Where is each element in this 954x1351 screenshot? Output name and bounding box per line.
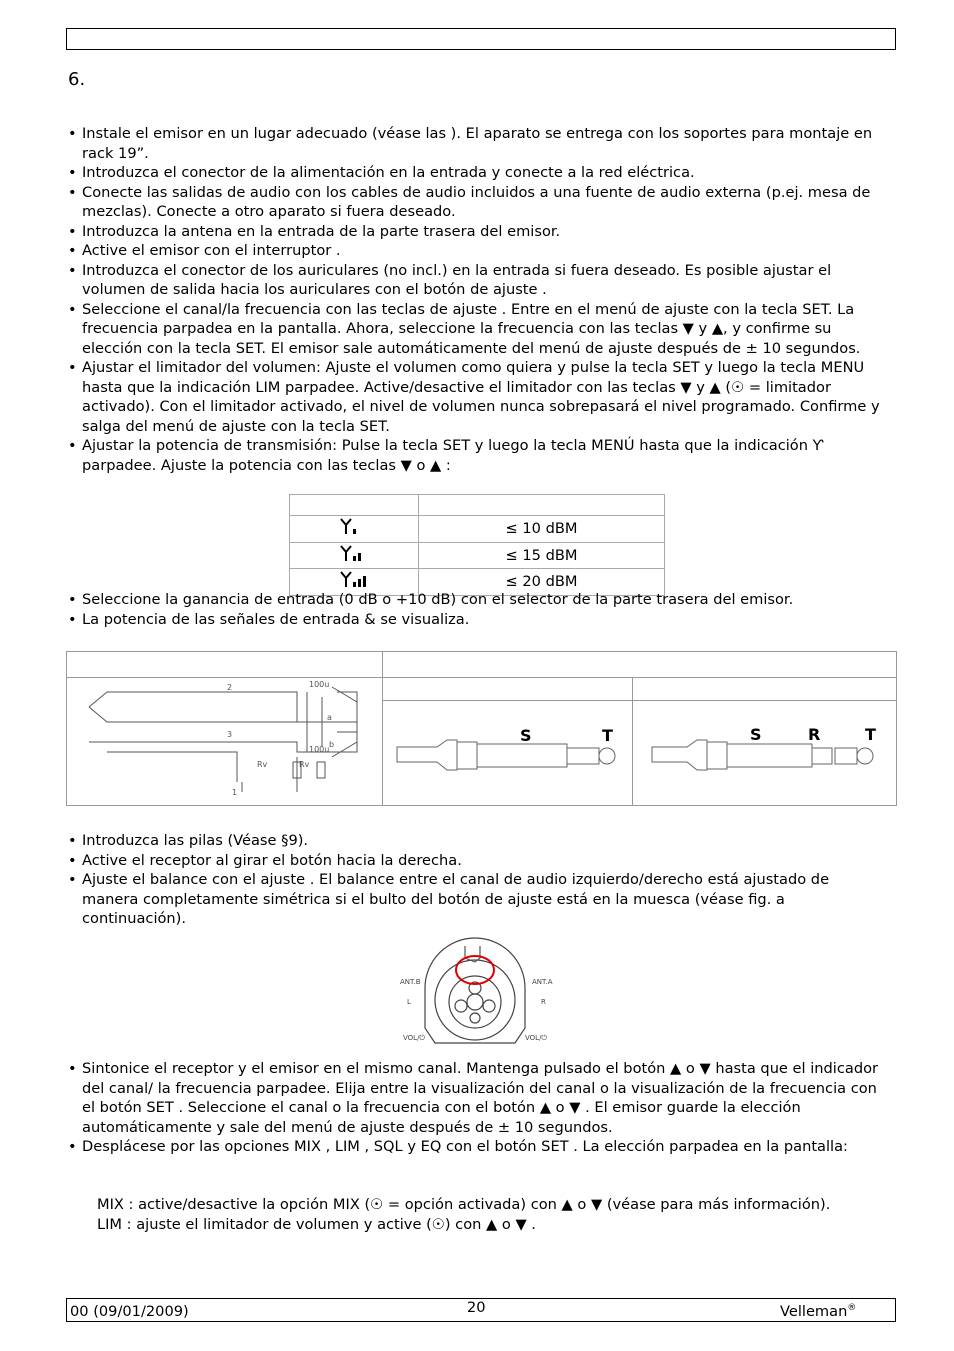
antenna-signal-icon	[337, 569, 371, 589]
cap-label-1: 100u	[309, 680, 330, 689]
knob-label-l: L	[407, 998, 411, 1006]
receiver-instructions-2	[68, 1059, 888, 1157]
section-number: 6.	[68, 69, 86, 90]
brand-mark: ®	[847, 1303, 857, 1314]
label-b: b	[329, 740, 335, 749]
option-line: LIM : ajuste el limitador de volumen y active (☉) con ▲ o ▼ .	[97, 1215, 536, 1233]
label-a: a	[327, 713, 332, 722]
jack-wiring-figure	[67, 652, 896, 805]
footer-version: 00 (09/01/2009)	[70, 1303, 189, 1320]
antenna-signal-icon	[337, 516, 371, 536]
transmitter-bullet: • Instale el emisor en un lugar adecuado (véase las ). El aparato se entrega con los soportes para montaje en rack 19”.	[68, 124, 888, 163]
transmitter-bullet: • Active el emisor con el interruptor .	[68, 241, 888, 261]
mono-label-t: T	[602, 726, 613, 745]
transmitter-instructions	[68, 124, 888, 475]
receiver-bullet: • Sintonice el receptor y el emisor en el mismo canal. Mantenga pulsado el botón ▲ o ▼ hasta que el indicador del canal/ la frecuencia parpadee. Elija entre la visualización del canal o la visualización de la frecuencia con el botón SET . Seleccione el canal o la frecuencia con el botón ▲ o ▼ . El emisor guarde la elección automáticamente y sale del menú de ajuste después de ± 10 segundos.	[68, 1059, 888, 1137]
power-row	[290, 516, 665, 543]
power-table	[289, 494, 665, 596]
receiver-bullet: • Desplácese por las opciones MIX , LIM , SQL y EQ con el botón SET . La elección parpadea en la pantalla:	[68, 1137, 888, 1157]
power-value: ≤ 20 dBM	[419, 569, 665, 596]
stereo-label-s: S	[750, 725, 762, 744]
transmitter-instructions-2	[68, 590, 888, 629]
pin-label-1: 1	[232, 788, 238, 797]
power-row	[290, 542, 665, 569]
transmitter-bullet: • Introduzca el conector de la alimentación en la entrada y conecte a la red eléctrica.	[68, 163, 888, 183]
footer-brand	[780, 1302, 856, 1322]
rv-label-2: Rv	[299, 760, 310, 769]
option-descriptions	[97, 1195, 887, 1234]
power-value: ≤ 10 dBM	[419, 516, 665, 543]
knob-label-r: R	[541, 998, 546, 1006]
balance-knob-figure	[395, 928, 555, 1050]
transmitter-bullet: • Ajustar el limitador del volumen: Ajuste el volumen como quiera y pulse la tecla SET y luego la tecla MENU hasta que la indicación LIM parpadee. Active/desactive el limitador con las teclas ▼ y ▲ (☉ = limitador activado). Con el limitador activado, el nivel de volumen nunca sobrepasará el nivel programado. Confirme y salga del menú de ajuste con la tecla SET.	[68, 358, 888, 436]
receiver-bullet: • Active el receptor al girar el botón hacia la derecha.	[68, 851, 888, 871]
stereo-label-r: R	[808, 725, 821, 744]
jack-wiring-table	[66, 651, 897, 806]
transmitter-bullet: • Conecte las salidas de audio con los cables de audio incluidos a una fuente de audio externa (p.ej. mesa de mezclas). Conecte a otro aparato si fuera deseado.	[68, 183, 888, 222]
knob-label-vol-left: VOL/⏻	[403, 1034, 425, 1042]
header-box	[66, 28, 896, 50]
pin-label-2: 2	[227, 683, 233, 692]
transmitter-bullet: • Introduzca la antena en la entrada de la parte trasera del emisor.	[68, 222, 888, 242]
transmitter-bullet: • Seleccione el canal/la frecuencia con las teclas de ajuste . Entre en el menú de ajuste con la tecla SET. La frecuencia parpadea en la pantalla. Ahora, seleccione la frecuencia con las teclas ▼ y ▲, y confirme su elección con la tecla SET. El emisor sale automáticamente del menú de ajuste después de ± 10 segundos.	[68, 300, 888, 359]
transmitter-bullet: • Introduzca el conector de los auriculares (no incl.) en la entrada si fuera deseado. Es posible ajustar el volumen de salida hacia los auriculares con el botón de ajuste .	[68, 261, 888, 300]
transmitter-bullet: • La potencia de las señales de entrada & se visualiza.	[68, 610, 888, 630]
brand-name: Velleman	[780, 1303, 848, 1320]
receiver-instructions	[68, 831, 888, 929]
antenna-signal-icon	[337, 543, 371, 563]
knob-label-anta: ANT.A	[532, 978, 553, 986]
power-value: ≤ 15 dBM	[419, 542, 665, 569]
receiver-bullet: • Ajuste el balance con el ajuste . El balance entre el canal de audio izquierdo/derecho está ajustado de manera completamente simétrica si el bulto del botón de ajuste está en la muesca (véase fig. a continuación).	[68, 870, 888, 929]
knob-label-vol-right: VOL/⏻	[525, 1034, 547, 1042]
transmitter-bullet: • Ajustar la potencia de transmisión: Pulse la tecla SET y luego la tecla MENÚ hasta que la indicación Ƴ parpadee. Ajuste la potencia con las teclas ▼ o ▲ :	[68, 436, 888, 475]
cap-label-2: 100u	[309, 745, 330, 754]
receiver-bullet: • Introduzca las pilas (Véase §9).	[68, 831, 888, 851]
transmitter-bullet: • Seleccione la ganancia de entrada (0 dB o +10 dB) con el selector de la parte trasera del emisor.	[68, 590, 888, 610]
pin-label-3: 3	[227, 730, 233, 739]
page-number: 20	[467, 1299, 486, 1316]
knob-label-antb: ANT.B	[400, 978, 421, 986]
stereo-label-t: T	[865, 725, 876, 744]
option-line: MIX : active/desactive la opción MIX (☉ = opción activada) con ▲ o ▼ (véase para más información).	[97, 1196, 831, 1213]
rv-label-1: Rv	[257, 760, 268, 769]
mono-label-s: S	[520, 726, 532, 745]
